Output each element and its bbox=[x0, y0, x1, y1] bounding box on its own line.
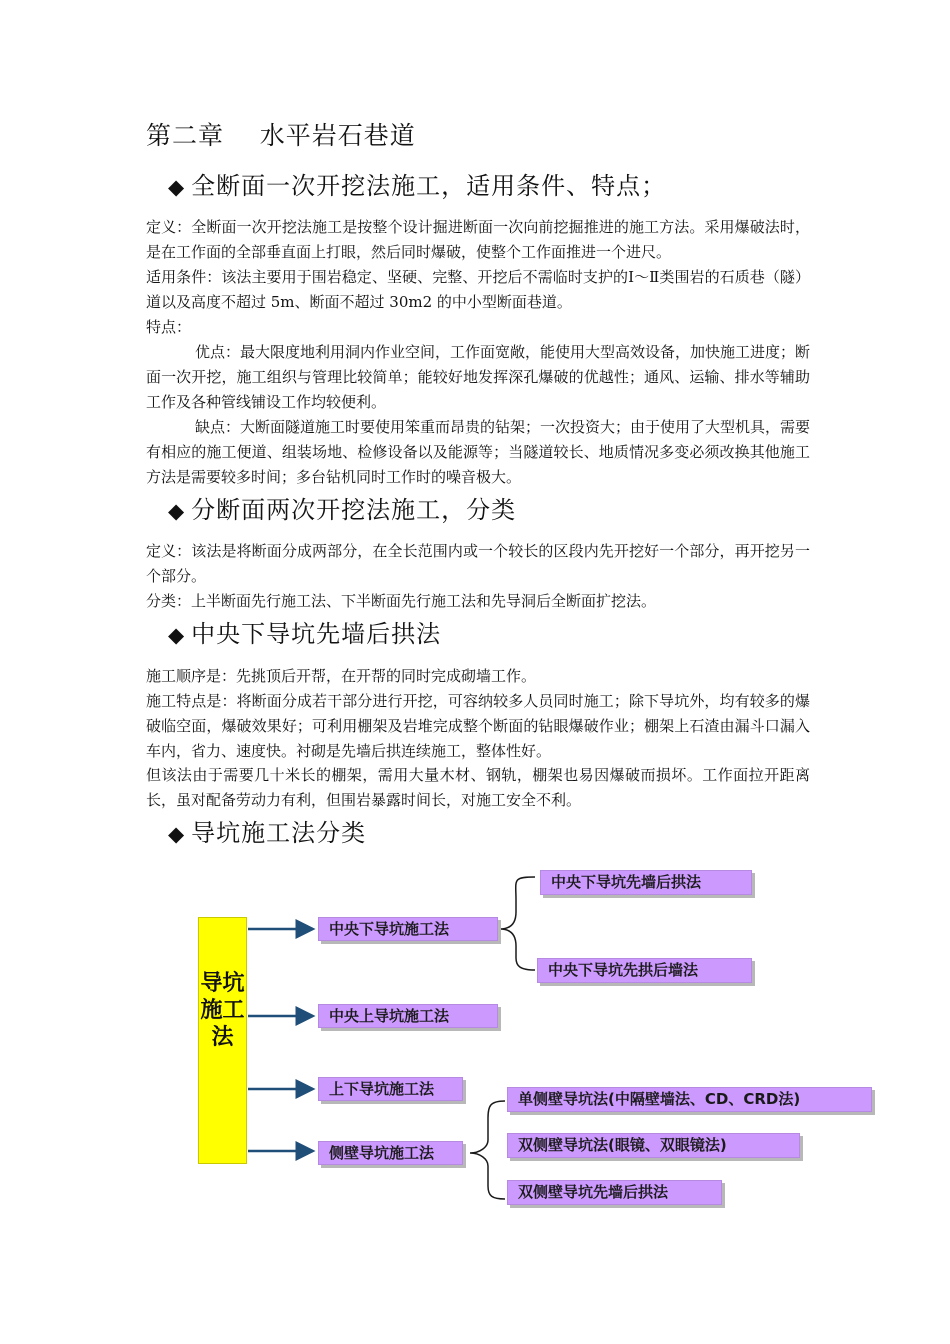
node-arch-before-wall: 中央下导坑先拱后墙法 bbox=[537, 958, 752, 983]
chapter-title: 第二章 水平岩石巷道 bbox=[146, 121, 416, 150]
diamond-bullet-icon: ◆ bbox=[168, 822, 186, 846]
paragraph-advantages: 优点：最大限度地利用洞内作业空间，工作面宽敞，能使用大型高效设备，加快施工进度；断面一次开挖，施工组织与管理比较简单；能较好地发挥深孔爆破的优越性；通风、运输、排水等辅助工作及各种管线铺设工作均较便利。 bbox=[146, 343, 811, 411]
paragraph-characteristics: 施工特点是：将断面分成若干部分进行开挖，可容纳较多人员同时施工；除下导坑外，均有较多的爆破临空面，爆破效果好；可利用棚架及岩堆完成整个断面的钻眼爆破作业；棚架上石渣由漏斗口漏入车内，省力、速度快。衬砌是先墙后拱连续施工，整体性好。 bbox=[146, 692, 810, 760]
bracket-upper bbox=[500, 877, 535, 970]
bracket-lower bbox=[470, 1101, 505, 1199]
node-upper-lower-drift: 上下导坑施工法 bbox=[318, 1077, 463, 1101]
diamond-bullet-icon: ◆ bbox=[168, 499, 186, 523]
paragraph-classification: 分类：上半断面先行施工法、下半断面先行施工法和先导洞后全断面扩挖法。 bbox=[146, 592, 657, 610]
paragraph-definition-1: 定义：全断面一次开挖法施工是按整个设计掘进断面一次向前挖掘推进的施工方法。采用爆破法时，是在工作面的全部垂直面上打眼，然后同时爆破，使整个工作面推进一个进尺。 bbox=[146, 218, 810, 261]
node-central-upper-drift: 中央上导坑施工法 bbox=[318, 1004, 498, 1028]
paragraph-sequence: 施工顺序是：先挑顶后开帮，在开帮的同时完成砌墙工作。 bbox=[146, 667, 537, 685]
node-side-wall-drift: 侧壁导坑施工法 bbox=[318, 1141, 463, 1165]
paragraph-disadvantages: 缺点：大断面隧道施工时要使用笨重而昂贵的钻架；一次投资大；由于使用了大型机具，需要有相应的施工便道、组装场地、检修设备以及能源等；当隧道较长、地质情况多变必须改换其他施工方法是需要较多时间；多台钻机同时工作时的噪音极大。 bbox=[146, 418, 811, 486]
section-heading-text: 全断面一次开挖法施工，适用条件、特点； bbox=[191, 172, 667, 200]
section-heading-text: 分断面两次开挖法施工，分类 bbox=[191, 496, 517, 524]
diamond-bullet-icon: ◆ bbox=[168, 175, 186, 199]
paragraph-drawbacks: 但该法由于需要几十米长的棚架，需用大量木材、钢轨，棚架也易因爆破而损坏。工作面拉开距离长，虽对配备劳动力有利，但围岩暴露时间长，对施工安全不利。 bbox=[146, 766, 810, 809]
paragraph-definition-2: 定义：该法是将断面分成两部分，在全长范围内或一个较长的区段内先开挖好一个部分，再开挖另一个部分。 bbox=[146, 542, 810, 585]
node-double-side-wall: 双侧壁导坑法(眼镜、双眼镜法) bbox=[507, 1133, 800, 1158]
root-arrows bbox=[248, 929, 313, 1151]
root-label: 导坑施工法 bbox=[200, 971, 245, 1050]
paragraph-features-label: 特点： bbox=[146, 318, 192, 336]
node-central-lower-drift: 中央下导坑施工法 bbox=[318, 917, 498, 941]
paragraph-conditions: 适用条件：该法主要用于围岩稳定、坚硬、完整、开挖后不需临时支护的Ⅰ～Ⅱ类围岩的石质巷（隧）道以及高度不超过 5m、断面不超过 30m2 的中小型断面巷道。 bbox=[146, 268, 810, 311]
node-double-side-wall-wall-first: 双侧壁导坑先墙后拱法 bbox=[507, 1180, 722, 1205]
node-single-side-wall: 单侧壁导坑法(中隔壁墙法、CD、CRD法) bbox=[507, 1087, 872, 1112]
section-heading-text: 导坑施工法分类 bbox=[191, 819, 367, 847]
diamond-bullet-icon: ◆ bbox=[168, 623, 186, 647]
section-heading-text: 中央下导坑先墙后拱法 bbox=[191, 620, 442, 648]
node-wall-before-arch: 中央下导坑先墙后拱法 bbox=[540, 870, 752, 895]
